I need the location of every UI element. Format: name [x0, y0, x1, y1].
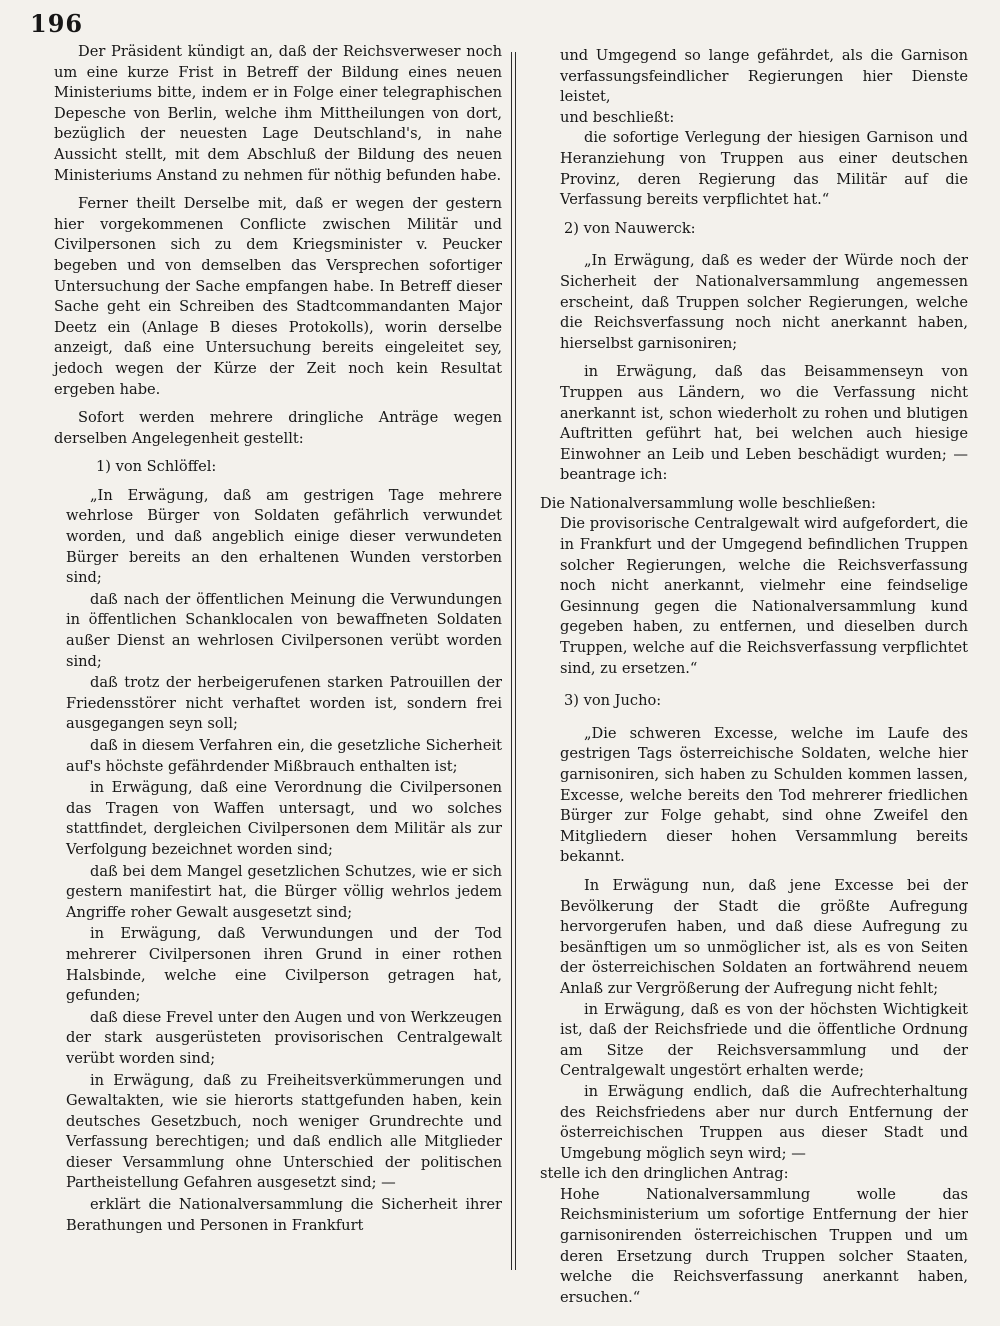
motion-clause: in Erwägung endlich, daß die Aufrechterhaltung des Reichsfriedens aber nur durch Entfernung der österreichischen Truppen aus dieser Stadt und Umgebung möglich seyn wird; — [560, 1082, 968, 1162]
motion-clause: daß diese Frevel unter den Augen und von Werkzeugen der stark ausgerüsteten provisorischen Centralgewalt verübt worden sind; [66, 1008, 502, 1067]
motion-clause: und Umgegend so lange gefährdet, als die Garnison verfassungsfeindlicher Regierungen hier Dienste leistet, [560, 47, 968, 106]
motion-clause: erklärt die Nationalversammlung die Sicherheit ihrer Berathungen und Personen in Frankfurt [66, 1196, 502, 1234]
motion-jucho-request [540, 1185, 968, 1309]
motion-clause: und beschließt: [560, 108, 675, 126]
motion-clause: daß nach der öffentlichen Meinung die Verwundungen in öffentlichen Schanklocalen von bewaffneten Soldaten außer Dienst an wehrlosen Civilpersonen verübt worden sind; [66, 590, 502, 670]
announcement-paragraph: Der Präsident kündigt an, daß der Reichsverweser noch um eine kurze Frist in Betreff der Bildung eines neuen Ministeriums bitte, indem er in Folge einer telegraphischen Depesche von Berlin, welche ihm Mittheilungen von dort, bezüglich der neuesten Lage Deutschland's, in nahe Aussicht stellt, mit dem Abschluß der Bildung des neuen Ministeriums Anstand zu nehmen für nöthig befunden habe. [54, 43, 502, 184]
column-divider-line-secondary [515, 52, 516, 1270]
conflict-paragraph: Ferner theilt Derselbe mit, daß er wegen der gestern hier vorgekommenen Conflicte zwischen Militär und Civilpersonen sich zu dem Kriegsminister v. Peucker begeben und von demselben das Versprechen sofortiger Untersuchung der Sache empfangen habe. In Betreff dieser Sache geht ein Schreiben des Stadtcommandanten Major Deetz ein (Anlage B dieses Protokolls), worin derselbe anzeigt, daß eine Untersuchung bereits eingeleitet sey, jedoch wegen der Kürze der Zeit noch kein Resultat ergeben habe. [54, 195, 502, 398]
motion-clause: „In Erwägung, daß am gestrigen Tage mehrere wehrlose Bürger von Soldaten gefährlich verwundet worden, und daß angeblich einige dieser verwundeten Bürger bereits an den erhaltenen Wunden verstorben sind; [66, 486, 502, 587]
motion-clause: in Erwägung, daß zu Freiheitsverkümmerungen und Gewaltakten, wie sie hierorts stattgefunden haben, kein deutsches Gesetzbuch, noch weniger Grundrechte und Verfassung berechtigen; und daß endlich alle Mitglieder dieser Versammlung ohne Unterschied der politischen Partheistellung Gefahren ausgesetzt sind; — [66, 1071, 502, 1192]
motion-schloeffel-continued [540, 46, 968, 211]
left-column [54, 42, 502, 1237]
motion-clause: In Erwägung nun, daß jene Excesse bei der Bevölkerung der Stadt die größte Aufregung hervorgerufen haben, und daß diese Aufregung zu besänftigen um so unmöglicher ist, als es von Seiten der österreichischen Soldaten an fortwährend neuem Anlaß zur Vergrößerung der Aufregung nicht fehlt; [560, 876, 968, 997]
motions-intro-paragraph: Sofort werden mehrere dringliche Anträge wegen derselben Angelegenheit gestellt: [54, 409, 502, 447]
motion-clause: daß in diesem Verfahren ein, die gesetzliche Sicherheit auf's höchste gefährdender Mißbrauch enthalten ist; [66, 737, 502, 775]
motion-heading-nauwerck: 2) von Nauwerck: [564, 219, 696, 237]
motion-clause: Hohe Nationalversammlung wolle das Reichsministerium um sofortige Entfernung der hier garnisonirenden österreichischen Truppen und um deren Ersetzung durch Truppen solcher Staaten, welche die Reichsverfassung anerkannt haben, ersuchen.“ [560, 1185, 968, 1306]
motion-clause: „Die schweren Excesse, welche im Laufe des gestrigen Tags österreichische Soldaten, welche hier garnisoniren, sich haben zu Schulden kommen lassen, Excesse, welche bereits den Tod mehrerer friedlichen Bürger zur Folge gehabt, sind ohne Zweifel den Mitgliedern dieser hohen Versammlung bereits bekannt. [560, 724, 968, 866]
motion-clause: in Erwägung, daß eine Verordnung die Civilpersonen das Tragen von Waffen untersagt, und wo solches stattfindet, dergleichen Civilpersonen dem Militär als zur Verfolgung bezeichnet worden sind; [66, 779, 502, 858]
motion-clause: in Erwägung, daß Verwundungen und der Tod mehrerer Civilpersonen ihren Grund in einer rothen Halsbinde, welche eine Civilperson getragen hat, gefunden; [66, 925, 502, 1005]
motion-heading-schloeffel: 1) von Schlöffel: [96, 458, 217, 476]
motion-clause: Die Nationalversammlung wolle beschließen: [540, 494, 876, 512]
motion-clause: stelle ich den dringlichen Antrag: [540, 1165, 789, 1183]
motion-nauwerck-text [540, 251, 968, 486]
motion-heading-jucho: 3) von Jucho: [564, 692, 662, 710]
motion-clause: in Erwägung, daß das Beisammenseyn von Truppen aus Ländern, wo die Verfassung nicht anerkannt ist, schon wiederholt zu rohen und blutigen Auftritten geführt hat, bei welchen auch hiesige Einwohner an Leib und Leben beschädigt wurden; — beantrage ich: [560, 363, 968, 484]
motion-clause: daß trotz der herbeigerufenen starken Patrouillen der Friedensstörer nicht verhaftet worden ist, sondern frei ausgegangen seyn soll; [66, 674, 502, 733]
motion-nauwerck-resolution [540, 514, 968, 679]
motion-schloeffel-text [54, 486, 502, 1236]
right-column [540, 46, 968, 1308]
motion-clause: in Erwägung, daß es von der höchsten Wichtigkeit ist, daß der Reichsfriede und die öffentliche Ordnung am Sitze der Reichsversammlung und der Centralgewalt ungestört erhalten werde; [560, 1000, 968, 1080]
motion-clause: Die provisorische Centralgewalt wird aufgefordert, die in Frankfurt und der Umgegend befindlichen Truppen solcher Regierungen, welche die Reichsverfassung noch nicht anerkannt, vielmehr eine feindselige Gesinnung gegen die Nationalversammlung kund gegeben haben, zu entfernen, und dieselben durch Truppen, welche auf die Reichsverfassung verpflichtet sind, zu ersetzen.“ [560, 515, 968, 677]
motion-clause: „In Erwägung, daß es weder der Würde noch der Sicherheit der Nationalversammlung angemessen erscheint, daß Truppen solcher Regierungen, welche die Reichsverfassung noch nicht anerkannt haben, hierselbst garnisoniren; [560, 252, 968, 352]
motion-clause: daß bei dem Mangel gesetzlichen Schutzes, wie er sich gestern manifestirt hat, die Bürger völlig wehrlos jedem Angriffe roher Gewalt ausgesetzt sind; [66, 862, 502, 921]
page-number: 196 [30, 9, 84, 38]
motion-clause: die sofortige Verlegung der hiesigen Garnison und Heranziehung von Truppen aus einer deutschen Provinz, deren Regierung das Militär auf die Verfassung bereits verpflichtet hat.“ [560, 129, 968, 209]
motion-jucho-text [540, 724, 968, 1164]
column-divider-line [511, 52, 512, 1270]
